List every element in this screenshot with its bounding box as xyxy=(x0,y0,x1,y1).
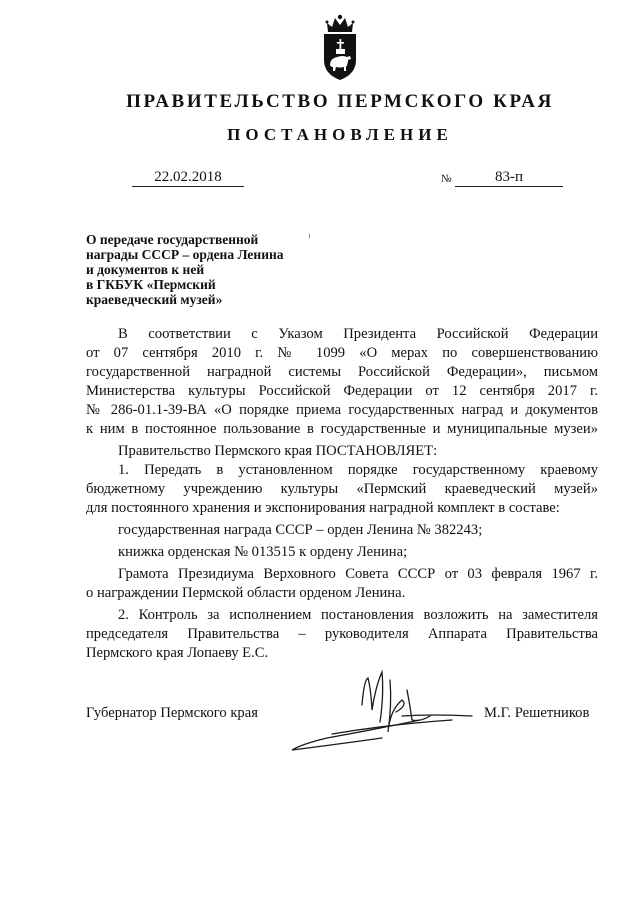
body-line: В соответствии с Указом Президента Российской Федерации xyxy=(118,326,598,342)
body-line: государственная награда СССР – орден Ленина № 382243; xyxy=(118,522,483,538)
subject-line: в ГКБУК «Пермский xyxy=(86,277,216,292)
body-line: Министерства культуры Российской Федерации от 12 сентября 2017 г. xyxy=(86,383,598,399)
subject-line: краеведческий музей» xyxy=(86,292,223,307)
document-date: 22.02.2018 xyxy=(132,168,244,187)
margin-mark: ⁾ xyxy=(308,233,311,244)
body-line: от 07 сентября 2010 г. № 1099 «О мерах по совершенствованию xyxy=(86,345,598,361)
body-line: Правительство Пермского края ПОСТАНОВЛЯЕТ: xyxy=(118,443,438,459)
subject-line: и документов к ней xyxy=(86,262,205,277)
organization-title: ПРАВИТЕЛЬСТВО ПЕРМСКОГО КРАЯ xyxy=(126,91,554,112)
body-line: для постоянного хранения и экспонирования наградной комплект в составе: xyxy=(86,500,560,516)
number-sign: № xyxy=(441,173,452,185)
subject-line: О передаче государственной xyxy=(86,232,259,247)
body-line: книжка орденская № 013515 к ордену Ленина; xyxy=(118,544,408,560)
body-line: 2. Контроль за исполнением постановления возложить на заместителя xyxy=(118,607,598,623)
document-body xyxy=(86,325,598,663)
body-line: о награждении Пермской области орденом Ленина. xyxy=(86,585,406,601)
document-subject xyxy=(86,232,326,307)
body-line: 1. Передать в установленном порядке государственному краевому xyxy=(118,462,598,478)
body-line: председателя Правительства – руководителя Аппарата Правительства xyxy=(86,626,598,642)
body-line: № 286-01.1-39-ВА «О порядке приема государственных наград и документов xyxy=(86,402,598,418)
body-line: бюджетному учреждению культуры «Пермский краеведческий музей» xyxy=(86,481,598,497)
document-number: 83-п xyxy=(455,168,563,187)
handwritten-signature xyxy=(272,650,502,760)
signatory-position: Губернатор Пермского края xyxy=(86,705,258,721)
document-type: ПОСТАНОВЛЕНИЕ xyxy=(227,125,453,144)
body-line: Грамота Президиума Верховного Совета СССР от 03 февраля 1967 г. xyxy=(118,566,598,582)
signatory-name: М.Г. Решетников xyxy=(484,705,590,721)
subject-line: награды СССР – ордена Ленина xyxy=(86,247,284,262)
coat-of-arms-icon xyxy=(319,12,361,82)
body-line: к ним в постоянное пользование в государственные и муниципальные музеи» xyxy=(86,421,598,437)
body-line: государственной наградной системы Российской Федерации», письмом xyxy=(86,364,598,380)
body-line: Пермского края Лопаеву Е.С. xyxy=(86,645,269,661)
